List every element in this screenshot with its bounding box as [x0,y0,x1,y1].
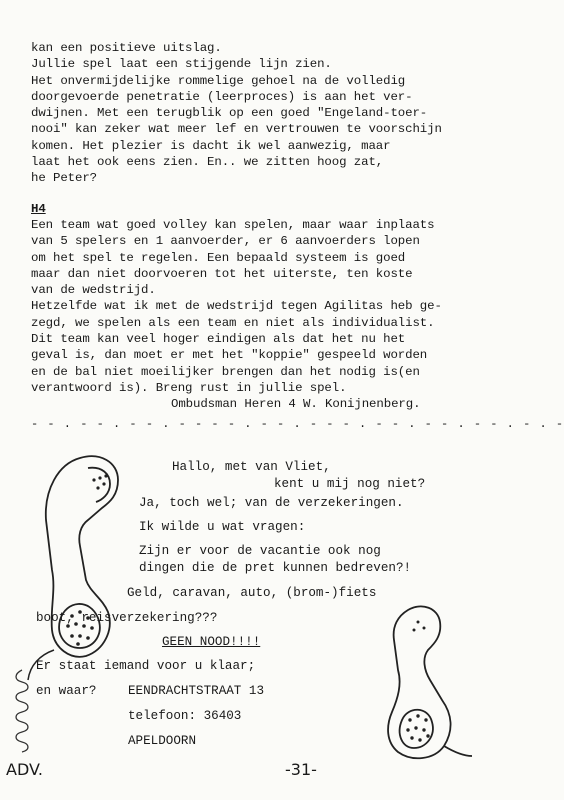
text-line: van 5 spelers en 1 aanvoerder, er 6 aanvoerders lopen [31,234,420,249]
text-line: maar dan niet doorvoeren tot het uiterste, ten koste [31,266,413,281]
text-line: van de wedstrijd. [31,283,156,298]
ad-line: Ik wilde u wat vragen: [139,520,306,534]
ad-line: Zijn er voor de vacantie ook nog [139,544,381,558]
text-line: zegd, we spelen als een team en niet als individualist. [31,315,435,330]
text-line: verantwoord is). Breng rust in jullie spel. [31,380,347,395]
dashed-divider: - - . - - . - - . - - - - . - - . - - - . - - . - - . - - . - . - [31,417,564,431]
ad-line: boot, reisverzekering??? [36,611,218,625]
adv-label: ADV. [6,760,43,779]
text-line: he Peter? [31,171,98,186]
text-line: geval is, dan moet er met het "koppie" gespeeld worden [31,348,428,363]
text-line: dwijnen. Met een terugblik op een goed "Engeland-toer- [31,106,428,121]
article-paragraph-top [31,40,511,187]
text-line: Het onvermijdelijke rommelige gehoel na de volledig [31,73,406,88]
telephone-handset-icon [368,600,478,770]
telephone-cord-icon [0,430,40,760]
ad-phone: telefoon: 36403 [128,709,242,723]
text-line: kan een positieve uitslag. [31,41,222,55]
section-heading-h4: H4 [31,201,46,216]
ad-line: dingen die de pret kunnen bedreven?! [139,561,412,575]
ombudsman-article [31,40,511,413]
text-line: Jullie spel laat een stijgende lijn zien. [31,57,332,72]
ad-line: Er staat iemand voor u klaar; [36,659,256,673]
article-paragraph-bottom [31,217,511,396]
text-line: doorgevoerde penetratie (leerproces) is aan het ver- [31,89,413,104]
article-signature: Ombudsman Heren 4 W. Konijnenberg. [171,397,421,412]
ad-headline: GEEN NOOD!!!! [162,635,261,649]
ad-line: kent u mij nog niet? [274,477,426,491]
text-line: Hetzelfde wat ik met de wedstrijd tegen Agilitas heb ge- [31,299,442,314]
text-line: om het spel te regelen. Een bepaald systeem is goed [31,250,406,265]
ad-address: EENDRACHTSTRAAT 13 [128,684,265,698]
text-line: Dit team kan veel hoger eindigen als dat het nu het [31,332,406,347]
ad-line: en waar? [36,684,97,698]
ad-line: Geld, caravan, auto, (brom-)fiets [127,586,377,600]
text-line: laat het ook eens zien. En.. we zitten hoog zat, [31,155,384,170]
ad-line: Hallo, met van Vliet, [172,460,331,474]
ad-city: APELDOORN [128,734,197,748]
insurance-advertisement [0,430,534,800]
page-number: -31- [285,760,317,779]
text-line: komen. Het plezier is dacht ik wel aanwezig, maar [31,138,391,153]
text-line: en de bal niet moeilijker brengen dan het nodig is(en [31,364,420,379]
text-line: Een team wat goed volley kan spelen, maar waar inplaats [31,217,435,232]
ad-line: Ja, toch wel; van de verzekeringen. [139,496,404,510]
text-line: nooi" kan zeker wat meer lef en vertrouwen te voorschijn [31,122,442,137]
